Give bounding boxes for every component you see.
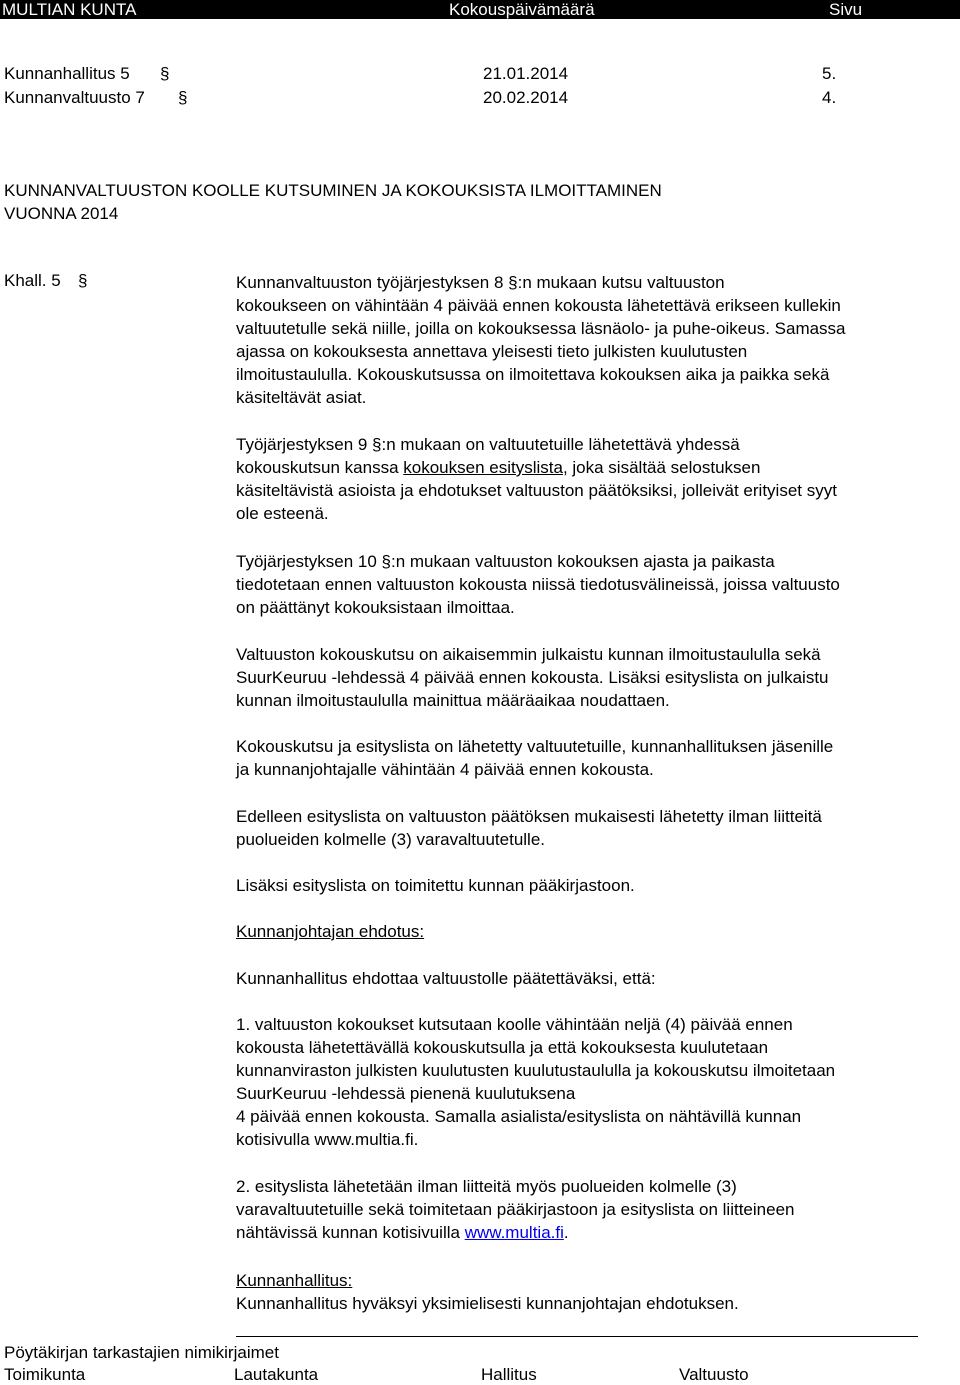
text-line: käsiteltävistä asioista ja ehdotukset valtuuston päätöksiksi, jolleivät erityiset syyt <box>236 481 837 500</box>
paragraph-6 <box>236 805 956 851</box>
text-line: Valtuuston kokouskutsu on aikaisemmin julkaistu kunnan ilmoitustaululla sekä <box>236 645 821 664</box>
agenda-underlined-term: kokouksen esityslista <box>403 458 563 477</box>
paragraph-2 <box>236 433 956 525</box>
page-number: 4. <box>822 88 837 107</box>
text-line: SuurKeuruu -lehdessä pienenä kuulutuksena <box>236 1084 576 1103</box>
text-line: käsiteltävät asiat. <box>236 388 367 407</box>
text-line: kokouskutsun kanssa kokouksen esityslista, joka sisältää selostuksen <box>236 458 761 477</box>
text-line: SuurKeuruu -lehdessä 4 päivää ennen kokousta. Lisäksi esityslista on julkaistu <box>236 668 829 687</box>
footer-col-board: Lautakunta <box>234 1365 319 1384</box>
proposal-heading: Kunnanjohtajan ehdotus: <box>236 922 425 941</box>
text-line: kotisivulla www.multia.fi. <box>236 1130 419 1149</box>
meeting-body: Kunnanhallitus 5 <box>4 64 130 83</box>
text-line: 1. valtuuston kokoukset kutsutaan koolle vähintään neljä (4) päivää ennen <box>236 1015 793 1034</box>
paragraph-4 <box>236 643 956 712</box>
footer-col-government: Hallitus <box>481 1365 537 1384</box>
footer-divider <box>236 1336 918 1337</box>
section-sign: § <box>160 64 170 83</box>
footer-col-council: Valtuusto <box>679 1365 749 1384</box>
proposal-intro: Kunnanhallitus ehdottaa valtuustolle päätettäväksi, että: <box>236 969 656 988</box>
text-line: kunnanviraston julkisten kuulutusten kuulutustaululla ja kokouskutsu ilmoitetaan <box>236 1061 836 1080</box>
decision-heading: Kunnanhallitus: <box>236 1271 353 1290</box>
section-sign: § <box>78 271 88 290</box>
section-sign: § <box>178 88 188 107</box>
text-line: puolueiden kolmelle (3) varavaltuutetulle. <box>236 830 546 849</box>
meeting-date: 20.02.2014 <box>483 88 569 107</box>
signature-label: Pöytäkirjan tarkastajien nimikirjaimet <box>4 1343 279 1362</box>
footer-col-committee: Toimikunta <box>4 1365 86 1384</box>
page-label: Sivu <box>829 0 863 19</box>
proposal-item-2 <box>236 1175 956 1244</box>
title-line: VUONNA 2014 <box>4 204 119 223</box>
page-number: 5. <box>822 64 837 83</box>
title-line: KUNNANVALTUUSTON KOOLLE KUTSUMINEN JA KOKOUKSISTA ILMOITTAMINEN <box>4 181 662 200</box>
text-line: kokousta lähetettävällä kokouskutsulla ja että kokouksesta kuulutetaan <box>236 1038 769 1057</box>
paragraph-7: Lisäksi esityslista on toimitettu kunnan pääkirjastoon. <box>236 876 635 895</box>
municipality-name: MULTIAN KUNTA <box>2 0 137 19</box>
proposal-item-1 <box>236 1013 956 1151</box>
text-line: tiedotetaan ennen valtuuston kokousta niissä tiedotusvälineissä, joissa valtuusto <box>236 575 840 594</box>
text-line: Työjärjestyksen 9 §:n mukaan on valtuutetuille lähetettävä yhdessä <box>236 435 740 454</box>
website-link[interactable]: www.multia.fi <box>464 1223 564 1242</box>
paragraph-1 <box>236 271 956 409</box>
text-line: valtuutetulle sekä niille, joilla on kokouksessa läsnäolo- ja puhe-oikeus. Samassa <box>236 319 846 338</box>
page-header <box>0 0 960 19</box>
text-line: Edelleen esityslista on valtuuston päätöksen mukaisesti lähetetty ilman liitteitä <box>236 807 822 826</box>
decision-text: Kunnanhallitus hyväksyi yksimielisesti kunnanjohtajan ehdotuksen. <box>236 1294 739 1313</box>
text-line: ole esteenä. <box>236 504 329 523</box>
meeting-body: Kunnanvaltuusto 7 <box>4 88 145 107</box>
khall-label: Khall. 5 <box>4 271 61 290</box>
meeting-date-label: Kokouspäivämäärä <box>449 0 595 19</box>
paragraph-3 <box>236 550 956 619</box>
document-title <box>4 179 662 225</box>
text-line: 2. esityslista lähetetään ilman liitteitä myös puolueiden kolmelle (3) <box>236 1177 737 1196</box>
text-line: Kokouskutsu ja esityslista on lähetetty valtuutetuille, kunnanhallituksen jäsenille <box>236 737 834 756</box>
text-line: varavaltuutetuille sekä toimitetaan pääkirjastoon ja esityslista on liitteineen <box>236 1200 795 1219</box>
text-line: Työjärjestyksen 10 §:n mukaan valtuuston kokouksen ajasta ja paikasta <box>236 552 775 571</box>
text-line: ajassa on kokouksesta annettava yleisesti tieto julkisten kuulutusten <box>236 342 748 361</box>
text-line: 4 päivää ennen kokousta. Samalla asialista/esityslista on nähtävillä kunnan <box>236 1107 802 1126</box>
paragraph-5 <box>236 735 956 781</box>
text-line: nähtävissä kunnan kotisivuilla www.multia.fi. <box>236 1223 569 1242</box>
text-line: kunnan ilmoitustaululla mainittua määräaikaa noudattaen. <box>236 691 670 710</box>
meeting-date: 21.01.2014 <box>483 64 569 83</box>
text-line: Kunnanvaltuuston työjärjestyksen 8 §:n mukaan kutsu valtuuston <box>236 273 725 292</box>
text-line: on päättänyt kokouksistaan ilmoittaa. <box>236 598 515 617</box>
text-line: ja kunnanjohtajalle vähintään 4 päivää ennen kokousta. <box>236 760 654 779</box>
text-line: ilmoitustaululla. Kokouskutsussa on ilmoitettava kokouksen aika ja paikka sekä <box>236 365 830 384</box>
text-line: kokoukseen on vähintään 4 päivää ennen kokousta lähetettävä erikseen kullekin <box>236 296 841 315</box>
